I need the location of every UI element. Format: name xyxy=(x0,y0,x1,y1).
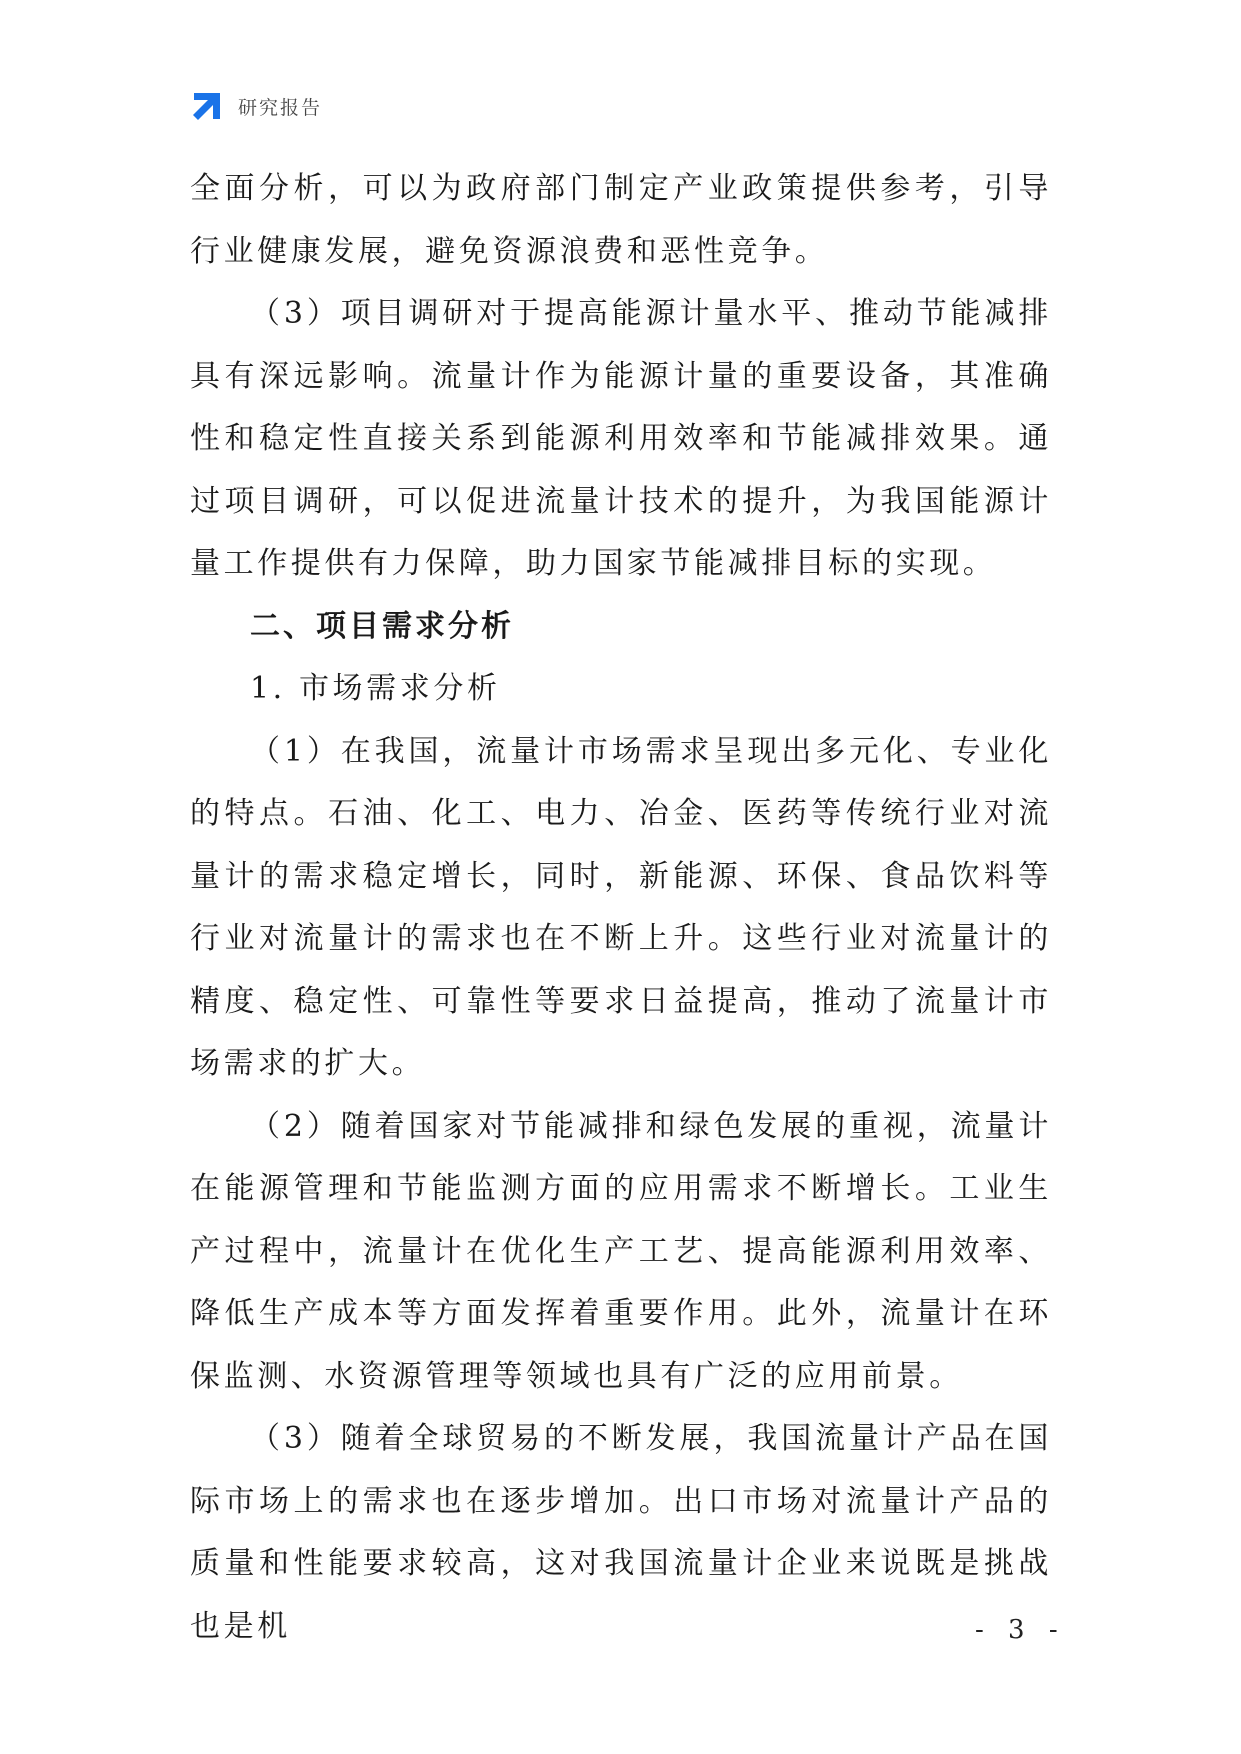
paragraph: （1）在我国，流量计市场需求呈现出多元化、专业化的特点。石油、化工、电力、冶金、医药等传统行业对流量计的需求稳定增长，同时，新能源、环保、食品饮料等行业对流量计的需求也在不断上升。这些行业对流量计的精度、稳定性、可靠性等要求日益提高，推动了流量计市场需求的扩大。 xyxy=(190,733,1052,1081)
header-title: 研究报告 xyxy=(238,96,323,119)
section-heading: 二、项目需求分析 xyxy=(250,608,514,644)
paragraph: （3）项目调研对于提高能源计量水平、推动节能减排具有深远影响。流量计作为能源计量的重要设备，其准确性和稳定性直接关系到能源利用效率和节能减排效果。通过项目调研，可以促进流量计技术的提升，为我国能源计量工作提供有力保障，助力国家节能减排目标的实现。 xyxy=(190,296,1052,581)
document-body xyxy=(190,158,1052,1658)
paragraph: （3）随着全球贸易的不断发展，我国流量计产品在国际市场上的需求也在逐步增加。出口市场对流量计产品的质量和性能要求较高，这对我国流量计企业来说既是挑战也是机 xyxy=(190,1421,1052,1644)
paragraph-continued: 全面分析，可以为政府部门制定产业政策提供参考，引导行业健康发展，避免资源浪费和恶性竞争。 xyxy=(190,171,1052,269)
page-number: - 3 - xyxy=(975,1615,1066,1645)
subsection-heading: 1. 市场需求分析 xyxy=(250,671,501,706)
paragraph: （2）随着国家对节能减排和绿色发展的重视，流量计在能源管理和节能监测方面的应用需求不断增长。工业生产过程中，流量计在优化生产工艺、提高能源利用效率、降低生产成本等方面发挥着重要作用。此外，流量计在环保监测、水资源管理等领域也具有广泛的应用前景。 xyxy=(190,1108,1052,1394)
arrow-up-right-icon xyxy=(190,89,224,123)
page-header xyxy=(190,88,322,124)
